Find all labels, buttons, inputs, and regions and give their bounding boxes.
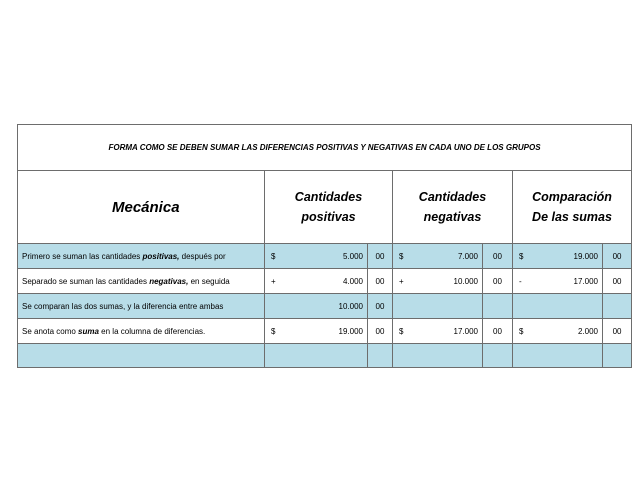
header-comparacion-line2: De las sumas bbox=[532, 210, 612, 224]
sign: $ bbox=[399, 251, 404, 261]
row-description: Se comparan las dos sumas, y la diferencia entre ambas bbox=[18, 294, 265, 319]
desc-text: Se anota como bbox=[22, 326, 79, 336]
desc-text: después por bbox=[179, 251, 226, 261]
comparacion-amount bbox=[513, 344, 603, 368]
positivas-cents: 00 bbox=[368, 244, 393, 269]
header-mecanica: Mecánica bbox=[18, 171, 265, 244]
sign: $ bbox=[519, 326, 524, 336]
comparacion-cents: 00 bbox=[603, 269, 632, 294]
negativas-cents: 00 bbox=[483, 269, 513, 294]
comparacion-cents bbox=[603, 344, 632, 368]
positivas-cents: 00 bbox=[368, 319, 393, 344]
comparacion-amount bbox=[513, 269, 603, 294]
desc-emphasis: suma bbox=[78, 326, 99, 336]
header-comparacion-line1: Comparación bbox=[532, 190, 612, 204]
positivas-cents: 00 bbox=[368, 294, 393, 319]
value: 19.000 bbox=[338, 326, 363, 336]
positivas-amount bbox=[265, 244, 368, 269]
comparacion-cents: 00 bbox=[603, 319, 632, 344]
value: 7.000 bbox=[457, 251, 478, 261]
row-description bbox=[18, 319, 265, 344]
value: 4.000 bbox=[342, 276, 363, 286]
table-row bbox=[18, 344, 632, 368]
table-row bbox=[18, 294, 632, 319]
sign: $ bbox=[271, 251, 276, 261]
header-negativas-line2: negativas bbox=[423, 210, 482, 224]
negativas-cents bbox=[483, 294, 513, 319]
sign: $ bbox=[399, 326, 404, 336]
desc-emphasis: positivas, bbox=[142, 251, 180, 261]
header-comparacion bbox=[513, 171, 632, 244]
value: 10.000 bbox=[453, 276, 478, 286]
comparacion-amount bbox=[513, 294, 603, 319]
table-row bbox=[18, 269, 632, 294]
row-description bbox=[18, 269, 265, 294]
desc-text: en la columna de diferencias. bbox=[98, 326, 206, 336]
value: 19.000 bbox=[573, 251, 598, 261]
comparacion-cents bbox=[603, 294, 632, 319]
negativas-amount bbox=[393, 269, 483, 294]
header-negativas-line1: Cantidades bbox=[418, 190, 487, 204]
sumas-table bbox=[17, 124, 632, 368]
header-positivas bbox=[265, 171, 393, 244]
negativas-amount bbox=[393, 244, 483, 269]
row-description bbox=[18, 244, 265, 269]
value: 17.000 bbox=[573, 276, 598, 286]
value: 17.000 bbox=[453, 326, 478, 336]
positivas-cents bbox=[368, 344, 393, 368]
value: 5.000 bbox=[342, 251, 363, 261]
header-row bbox=[18, 171, 632, 244]
desc-text: Separado se suman las cantidades bbox=[22, 276, 150, 286]
header-positivas-line1: Cantidades bbox=[294, 190, 363, 204]
sign: - bbox=[519, 276, 522, 286]
negativas-cents: 00 bbox=[483, 319, 513, 344]
sign: $ bbox=[271, 326, 276, 336]
comparacion-amount bbox=[513, 244, 603, 269]
sign: + bbox=[271, 276, 276, 286]
sign: $ bbox=[519, 251, 524, 261]
comparacion-amount bbox=[513, 319, 603, 344]
desc-emphasis: negativas, bbox=[149, 276, 189, 286]
negativas-cents bbox=[483, 344, 513, 368]
positivas-amount: 10.000 bbox=[265, 294, 368, 319]
header-positivas-line2: positivas bbox=[301, 210, 356, 224]
negativas-amount bbox=[393, 294, 483, 319]
table-row bbox=[18, 244, 632, 269]
sign: + bbox=[399, 276, 404, 286]
title-row bbox=[18, 125, 632, 171]
desc-text: en seguida bbox=[188, 276, 230, 286]
positivas-amount bbox=[265, 269, 368, 294]
negativas-cents: 00 bbox=[483, 244, 513, 269]
negativas-amount bbox=[393, 319, 483, 344]
row-description bbox=[18, 344, 265, 368]
negativas-amount bbox=[393, 344, 483, 368]
table-row bbox=[18, 319, 632, 344]
table-title: FORMA COMO SE DEBEN SUMAR LAS DIFERENCIAS POSITIVAS Y NEGATIVAS EN CADA UNO DE LOS GRUPOS bbox=[18, 125, 632, 171]
positivas-cents: 00 bbox=[368, 269, 393, 294]
comparacion-cents: 00 bbox=[603, 244, 632, 269]
header-negativas bbox=[393, 171, 513, 244]
positivas-amount bbox=[265, 344, 368, 368]
desc-text: Primero se suman las cantidades bbox=[22, 251, 143, 261]
positivas-amount bbox=[265, 319, 368, 344]
value: 2.000 bbox=[577, 326, 598, 336]
